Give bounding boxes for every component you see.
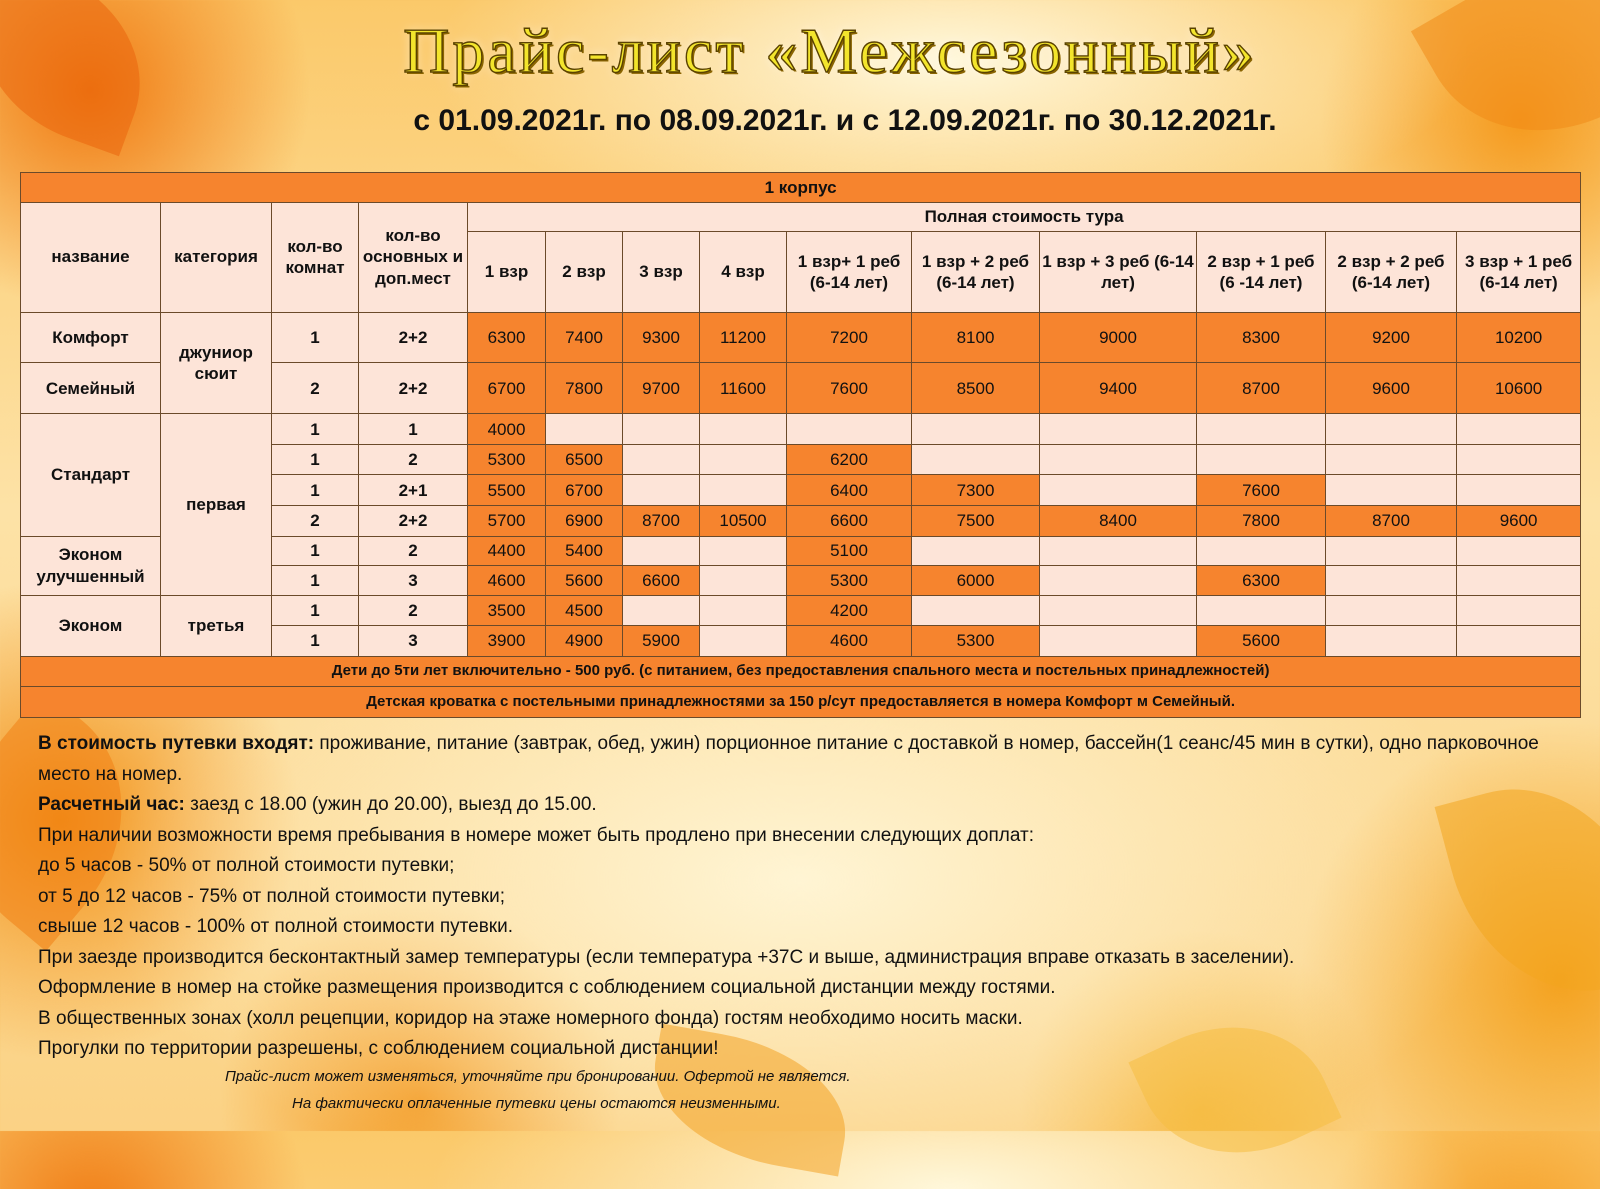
price-cell: 6600: [623, 566, 700, 596]
price-cell: [700, 414, 787, 445]
disclaimer-prices: На фактически оплаченные путевки цены остаются неизменными.: [292, 1095, 781, 1112]
price-col-header: 1 взр: [468, 232, 546, 312]
price-cell: 6700: [546, 475, 623, 506]
price-cell: 4400: [468, 536, 546, 566]
price-cell: 9400: [1040, 363, 1197, 414]
price-col-header: 3 взр: [623, 232, 700, 312]
note-line: до 5 часов - 50% от полной стоимости путевки;: [38, 855, 455, 876]
price-cell: 6400: [787, 475, 912, 506]
places-count: 2+2: [359, 312, 468, 363]
checkout-note: [38, 790, 1568, 821]
price-cell: [546, 414, 623, 445]
price-cell: [1197, 444, 1326, 475]
checkout-text: заезд с 18.00 (ужин до 20.00), выезд до 15.00.: [184, 794, 597, 815]
price-cell: 5600: [1197, 626, 1326, 657]
price-cell: [1326, 595, 1457, 626]
price-col-header: 1 взр + 3 реб (6-14 лет): [1040, 232, 1197, 312]
price-cell: [1457, 566, 1581, 596]
note-line: При наличии возможности время пребывания в номере может быть продлено при внесении следующих доплат:: [38, 824, 1034, 846]
rooms-count: 2: [272, 363, 359, 414]
col-header-name: название: [21, 202, 161, 312]
price-cell: 4200: [787, 595, 912, 626]
places-count: 2: [359, 444, 468, 475]
price-cell: [1326, 475, 1457, 506]
price-cell: 7600: [1197, 475, 1326, 506]
price-cell: [1326, 444, 1457, 475]
children-note: Дети до 5ти лет включительно - 500 руб. (с питанием, без предоставления спального места и постельных принадлежностей): [21, 656, 1581, 687]
rooms-count: 1: [272, 566, 359, 596]
price-cell: 9300: [623, 312, 700, 363]
note-line: Прогулки по территории разрешены, с соблюдением социальной дистанции!: [38, 1038, 719, 1059]
room-name: Семейный: [21, 363, 161, 414]
price-cell: [1040, 414, 1197, 445]
col-header-category: категория: [161, 202, 272, 312]
price-cell: 4600: [787, 626, 912, 657]
price-cell: 8100: [912, 312, 1040, 363]
price-cell: [1457, 626, 1581, 657]
price-cell: 8700: [623, 506, 700, 537]
price-cell: 7400: [546, 312, 623, 363]
price-cell: [912, 595, 1040, 626]
places-count: 3: [359, 626, 468, 657]
price-cell: [1457, 536, 1581, 566]
price-cell: [623, 475, 700, 506]
price-cell: [1197, 414, 1326, 445]
places-count: 1: [359, 414, 468, 445]
table-row: [21, 312, 1581, 363]
price-cell: 6900: [546, 506, 623, 537]
price-cell: [700, 536, 787, 566]
rooms-count: 2: [272, 506, 359, 537]
price-col-header: 1 взр + 2 реб (6-14 лет): [912, 232, 1040, 312]
price-col-header: 2 взр + 2 реб (6-14 лет): [1326, 232, 1457, 312]
price-cell: 5400: [546, 536, 623, 566]
room-category: третья: [161, 595, 272, 656]
rooms-count: 1: [272, 444, 359, 475]
price-cell: 11200: [700, 312, 787, 363]
places-count: 2+2: [359, 363, 468, 414]
price-table: [20, 172, 1581, 718]
price-cell: [700, 626, 787, 657]
price-cell: [700, 475, 787, 506]
price-cell: [1197, 595, 1326, 626]
places-count: 3: [359, 566, 468, 596]
price-cell: [700, 444, 787, 475]
price-cell: [1040, 475, 1197, 506]
price-cell: [623, 444, 700, 475]
price-cell: 7800: [546, 363, 623, 414]
price-cell: 8400: [1040, 506, 1197, 537]
price-cell: 6300: [468, 312, 546, 363]
rooms-count: 1: [272, 414, 359, 445]
price-col-header: 2 взр: [546, 232, 623, 312]
note-line: В общественных зонах (холл рецепции, коридор на этаже номерного фонда) гостям необходимо носить маски.: [38, 1007, 1023, 1029]
title-area: [0, 14, 1600, 88]
price-cell: [912, 536, 1040, 566]
price-col-header: 2 взр + 1 реб (6 -14 лет): [1197, 232, 1326, 312]
price-cell: 6600: [787, 506, 912, 537]
price-cell: 9200: [1326, 312, 1457, 363]
price-cell: [1457, 414, 1581, 445]
price-cell: 10500: [700, 506, 787, 537]
price-cell: 6500: [546, 444, 623, 475]
price-cell: [700, 566, 787, 596]
price-cell: 3900: [468, 626, 546, 657]
price-cell: 8500: [912, 363, 1040, 414]
price-cell: [1040, 566, 1197, 596]
rooms-count: 1: [272, 626, 359, 657]
includes-note: [38, 729, 1568, 790]
room-name: Стандарт: [21, 414, 161, 536]
price-cell: 4500: [546, 595, 623, 626]
price-cell: 11600: [700, 363, 787, 414]
price-col-header: 4 взр: [700, 232, 787, 312]
price-cell: 5300: [912, 626, 1040, 657]
price-cell: 5100: [787, 536, 912, 566]
price-cell: 5900: [623, 626, 700, 657]
disclaimer-offer: Прайс-лист может изменяться, уточняйте при бронировании. Офертой не является.: [225, 1068, 851, 1085]
price-cell: [787, 414, 912, 445]
date-range: с 01.09.2021г. по 08.09.2021г. и с 12.09.2021г. по 30.12.2021г.: [413, 104, 1277, 137]
price-cell: [1326, 536, 1457, 566]
rooms-count: 1: [272, 536, 359, 566]
room-category: первая: [161, 414, 272, 595]
checkout-label: Расчетный час:: [38, 794, 185, 815]
col-header-places: кол-во основных и доп.мест: [359, 202, 468, 312]
table-row: [21, 595, 1581, 626]
price-cell: [1326, 626, 1457, 657]
price-cell: [1326, 566, 1457, 596]
price-cell: 10200: [1457, 312, 1581, 363]
price-cell: 5700: [468, 506, 546, 537]
price-cell: [623, 414, 700, 445]
table-row: [21, 414, 1581, 445]
room-category: джуниор сюит: [161, 312, 272, 414]
price-cell: 8700: [1326, 506, 1457, 537]
note-line: свыше 12 часов - 100% от полной стоимости путевки.: [38, 916, 513, 937]
price-col-header: 1 взр+ 1 реб (6-14 лет): [787, 232, 912, 312]
price-cell: 6700: [468, 363, 546, 414]
includes-text: проживание, питание (завтрак, обед, ужин) порционное питание с доставкой в номер, бассейн(1 сеанс/45 мин в сутки), одно парковочное место на номер.: [38, 733, 1539, 785]
price-cell: 5300: [468, 444, 546, 475]
price-cell: [623, 595, 700, 626]
full-cost-header: Полная стоимость тура: [468, 202, 1581, 232]
price-cell: [623, 536, 700, 566]
price-cell: [1040, 626, 1197, 657]
price-cell: 9000: [1040, 312, 1197, 363]
price-cell: 9700: [623, 363, 700, 414]
price-cell: 3500: [468, 595, 546, 626]
price-cell: 4000: [468, 414, 546, 445]
room-name: Эконом: [21, 595, 161, 656]
includes-label: В стоимость путевки входят:: [38, 733, 315, 754]
rooms-count: 1: [272, 312, 359, 363]
price-cell: [1040, 444, 1197, 475]
price-cell: [1326, 414, 1457, 445]
note-line: от 5 до 12 часов - 75% от полной стоимости путевки;: [38, 885, 505, 907]
price-cell: 7300: [912, 475, 1040, 506]
price-cell: 9600: [1457, 506, 1581, 537]
price-cell: [700, 595, 787, 626]
price-cell: 6200: [787, 444, 912, 475]
price-cell: 8700: [1197, 363, 1326, 414]
price-cell: [912, 444, 1040, 475]
price-cell: 4600: [468, 566, 546, 596]
price-cell: 5500: [468, 475, 546, 506]
price-cell: 5300: [787, 566, 912, 596]
building-header: 1 корпус: [21, 173, 1581, 203]
price-cell: 7600: [787, 363, 912, 414]
price-cell: [912, 414, 1040, 445]
terms-notes: [38, 729, 1568, 1065]
places-count: 2: [359, 595, 468, 626]
note-line: При заезде производится бесконтактный замер температуры (если температура +37С и выше, администрация вправе отказать в заселении).: [38, 946, 1295, 968]
price-cell: [1457, 595, 1581, 626]
crib-note: Детская кроватка с постельными принадлежностями за 150 р/сут предоставляется в номера Комфорт м Семейный.: [21, 687, 1581, 718]
col-header-rooms: кол-во комнат: [272, 202, 359, 312]
price-cell: [1197, 536, 1326, 566]
note-line: Оформление в номер на стойке размещения производится с соблюдением социальной дистанции между гостями.: [38, 977, 1056, 998]
price-cell: 7200: [787, 312, 912, 363]
rooms-count: 1: [272, 595, 359, 626]
price-cell: 7500: [912, 506, 1040, 537]
price-cell: [1457, 444, 1581, 475]
places-count: 2: [359, 536, 468, 566]
price-cell: [1457, 475, 1581, 506]
places-count: 2+1: [359, 475, 468, 506]
page-title: Прайс-лист «Межсезонный»: [403, 15, 1257, 86]
room-name: Комфорт: [21, 312, 161, 363]
price-cell: 6000: [912, 566, 1040, 596]
price-cell: 8300: [1197, 312, 1326, 363]
rooms-count: 1: [272, 475, 359, 506]
price-cell: 6300: [1197, 566, 1326, 596]
price-cell: 9600: [1326, 363, 1457, 414]
price-cell: [1040, 595, 1197, 626]
price-col-header: 3 взр + 1 реб (6-14 лет): [1457, 232, 1581, 312]
price-cell: 5600: [546, 566, 623, 596]
price-cell: 10600: [1457, 363, 1581, 414]
price-cell: 7800: [1197, 506, 1326, 537]
room-name: Эконом улучшенный: [21, 536, 161, 595]
places-count: 2+2: [359, 506, 468, 537]
price-cell: [1040, 536, 1197, 566]
price-cell: 4900: [546, 626, 623, 657]
